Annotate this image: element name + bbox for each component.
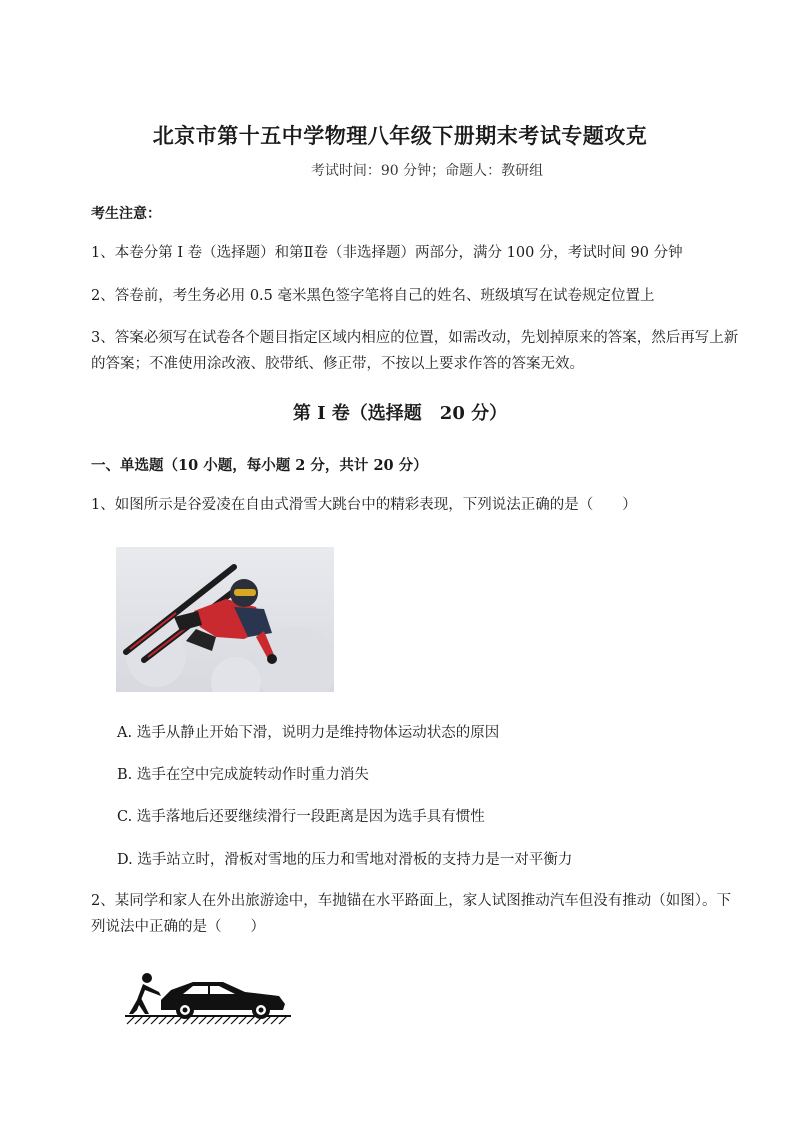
skier-photo: [116, 547, 334, 692]
part-heading: 一、单选题（10 小题，每小题 2 分，共计 20 分）: [91, 457, 428, 474]
exam-meta: 考试时间：90 分钟；命题人：教研组: [310, 163, 544, 179]
question-2-stem-line-1: 2、某同学和家人在外出旅游途中，车抛锚在水平路面上，家人试图推动汽车但没有推动（如图）。下: [91, 893, 731, 909]
question-2-stem-line-2: 列说法中正确的是（ ）: [91, 919, 265, 935]
question-1-option-c: C. 选手落地后还要继续滑行一段距离是因为选手具有惯性: [117, 809, 485, 825]
push-car-image: [123, 970, 293, 1026]
skier-image: [116, 547, 334, 692]
question-1-option-b: B. 选手在空中完成旋转动作时重力消失: [117, 767, 369, 783]
question-1-option-a: A. 选手从静止开始下滑，说明力是维持物体运动状态的原因: [117, 725, 500, 741]
question-1-option-d: D. 选手站立时，滑板对雪地的压力和雪地对滑板的支持力是一对平衡力: [117, 852, 573, 868]
question-1-stem: 1、如图所示是谷爱凌在自由式滑雪大跳台中的精彩表现，下列说法正确的是（ ）: [91, 497, 637, 513]
notice-item-1: 1、本卷分第 I 卷（选择题）和第Ⅱ卷（非选择题）两部分，满分 100 分，考试时间 90 分钟: [91, 245, 683, 261]
section-title: 第 I 卷（选择题 20 分）: [292, 403, 508, 424]
page-title: 北京市第十五中学物理八年级下册期末考试专题攻克: [152, 123, 648, 148]
push-car-figure: [123, 970, 293, 1026]
notice-item-2: 2、答卷前，考生务必用 0.5 毫米黑色签字笔将自己的姓名、班级填写在试卷规定位置上: [91, 288, 655, 304]
notice-heading: 考生注意：: [91, 206, 161, 222]
notice-item-3: 3、答案必须写在试卷各个题目指定区域内相应的位置，如需改动，先划掉原来的答案，然后再写上新的答案；不准使用涂改液、胶带纸、修正带，不按以上要求作答的答案无效。: [91, 330, 739, 372]
